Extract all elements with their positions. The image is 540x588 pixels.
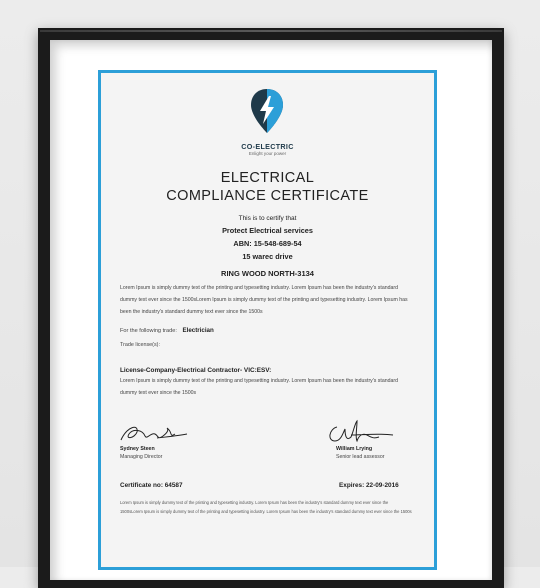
title-line-2: COMPLIANCE CERTIFICATE — [166, 188, 369, 204]
brand-name: CO-ELECTRIC — [241, 142, 294, 151]
brand-tagline: Enlight your power — [248, 151, 287, 156]
licenses-label: Trade license(s): — [120, 342, 160, 348]
certificate-content — [101, 73, 434, 567]
body-paragraph-1: Lorem Ipsum is simply dummy text of the printing and typesetting industry. Lorem Ipsum has been the industry's standard dummy text ever since the 1500sLorem Ipsum is simply dummy text of the printing and typesetting industry. Lorem Ipsum has been the industry's standard dummy text ever since the 1500s — [120, 285, 408, 315]
license-title: License-Company-Electrical Contractor- VIC:ESV: — [120, 367, 272, 374]
company-name: Protect Electrical services — [222, 226, 313, 235]
fine-print: Lorem Ipsum is simply dummy text of the printing and typesetting industry. Lorem Ipsum has been the industry's standard dummy text ever since the 1500sLorem Ipsum is simply dummy text of the printing and typesetting industry. Lorem Ipsum has been the industry's standard dummy text ever since the 1500s — [120, 500, 412, 515]
frame-highlight — [40, 30, 502, 32]
location: RING WOOD NORTH-3134 — [221, 269, 314, 278]
certificate-number: Certificate no: 64587 — [120, 482, 183, 489]
street-address: 15 warec drive — [242, 252, 293, 261]
title-line-1: ELECTRICAL — [220, 170, 315, 186]
body-paragraph-2: Lorem Ipsum is simply dummy text of the printing and typesetting industry. Lorem Ipsum has been the industry's standard dummy text ever since the 1500s — [120, 378, 398, 396]
signer-role-left: Managing Director — [120, 454, 163, 460]
trade-value: Electrician — [182, 327, 214, 334]
trade-row — [120, 327, 214, 334]
certify-text: This is to certify that — [238, 215, 297, 222]
expiry-date: Expires: 22-09-2016 — [339, 482, 399, 489]
signer-name-right: William Lrying — [336, 446, 373, 452]
certificate-title — [101, 169, 434, 205]
signer-role-right: Senior lead assessor — [336, 454, 385, 460]
certificate-paper — [98, 70, 437, 570]
abn-number: ABN: 15-548-689-54 — [233, 239, 302, 248]
trade-label: For the following trade: — [120, 328, 177, 334]
signer-name-left: Sydney Steen — [120, 446, 155, 452]
lightning-pin-icon — [249, 87, 285, 135]
signature-left — [117, 420, 207, 446]
signature-right — [323, 419, 413, 445]
